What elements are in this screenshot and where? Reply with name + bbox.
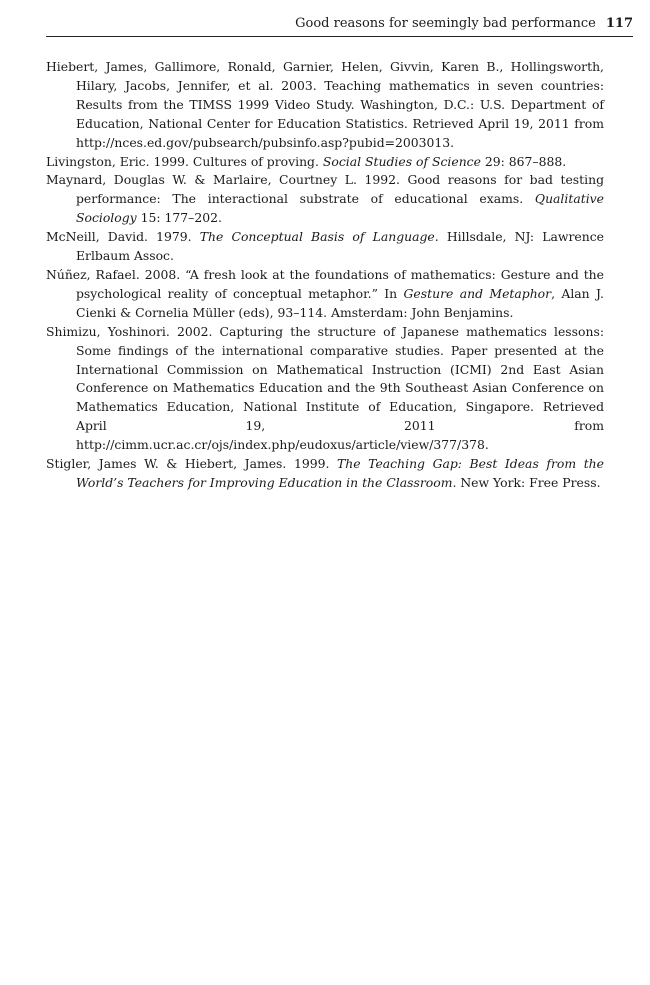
reference-entry bbox=[46, 455, 604, 493]
reference-title-italic: Gesture and Metaphor bbox=[403, 285, 552, 301]
reference-text: Núñez, Rafael. 2008. “A fresh look at the foundations of mathematics: Gesture and the psychological reality of conceptual metaphor.” In bbox=[46, 266, 604, 301]
reference-text: Maynard, Douglas W. & Marlaire, Courtney L. 1992. Good reasons for bad testing performance: The interactional substrate of educational exams. bbox=[46, 172, 604, 207]
reference-text: Stigler, James W. & Hiebert, James. 1999. bbox=[46, 456, 337, 472]
reference-text-tail: . Hillsdale, NJ: Lawrence Erlbaum Assoc. bbox=[76, 229, 604, 264]
reference-text: Hiebert, James, Gallimore, Ronald, Garnier, Helen, Givvin, Karen B., Hollingsworth, Hilary, Jacobs, Jennifer, et al. 2003. Teaching mathematics in seven countries: Results from the TIMSS 1999 Video Study. Washington, D.C.: U.S. Department of Education, National Center for Education Statistics. Retrieved April 19, 2011 from http://nces.ed.gov/pubsearch/pubsinfo.asp?pubid=2003013. bbox=[46, 59, 604, 150]
reference-text: McNeill, David. 1979. bbox=[46, 229, 200, 245]
reference-title-italic: Qualitative Sociology bbox=[76, 191, 604, 226]
reference-entry bbox=[46, 153, 604, 172]
reference-text-tail: , Alan J. Cienki & Cornelia Müller (eds), 93–114. Amsterdam: John Benjamins. bbox=[76, 285, 604, 320]
reference-title-italic: The Conceptual Basis of Language bbox=[199, 229, 435, 245]
reference-text-tail: 15: 177–202. bbox=[136, 210, 222, 226]
reference-text: Livingston, Eric. 1999. Cultures of proving. bbox=[46, 153, 323, 169]
reference-title-italic: Social Studies of Science bbox=[322, 153, 481, 169]
reference-text-tail: 29: 867–888. bbox=[480, 153, 567, 169]
reference-entry bbox=[46, 171, 604, 228]
reference-title-italic: The Teaching Gap: Best Ideas from the World’s Teachers for Improving Education in the Classroom bbox=[76, 456, 604, 490]
reference-list bbox=[46, 58, 604, 493]
reference-text-tail: . New York: Free Press. bbox=[452, 474, 601, 490]
running-title: Good reasons for seemingly bad performance bbox=[295, 15, 596, 31]
reference-entry bbox=[46, 323, 604, 455]
page-number: 117 bbox=[605, 15, 633, 31]
reference-text: Shimizu, Yoshinori. 2002. Capturing the structure of Japanese mathematics lessons: Some findings of the international comparative studies. Paper presented at the International Commission on Mathematical Instruction (ICMI) 2nd East Asian Conference on Mathematics Education and the 9th Southeast Asian Conference on Mathematics Education, National Institute of Education, Singapore. Retrieved April 19, 2011 from http://cimm.ucr.ac.cr/ojs/index.php/eudoxus/article/view/377/378. bbox=[46, 323, 604, 453]
reference-entry bbox=[46, 228, 604, 266]
running-header bbox=[46, 10, 633, 37]
reference-entry bbox=[46, 266, 604, 323]
reference-entry bbox=[46, 58, 604, 153]
